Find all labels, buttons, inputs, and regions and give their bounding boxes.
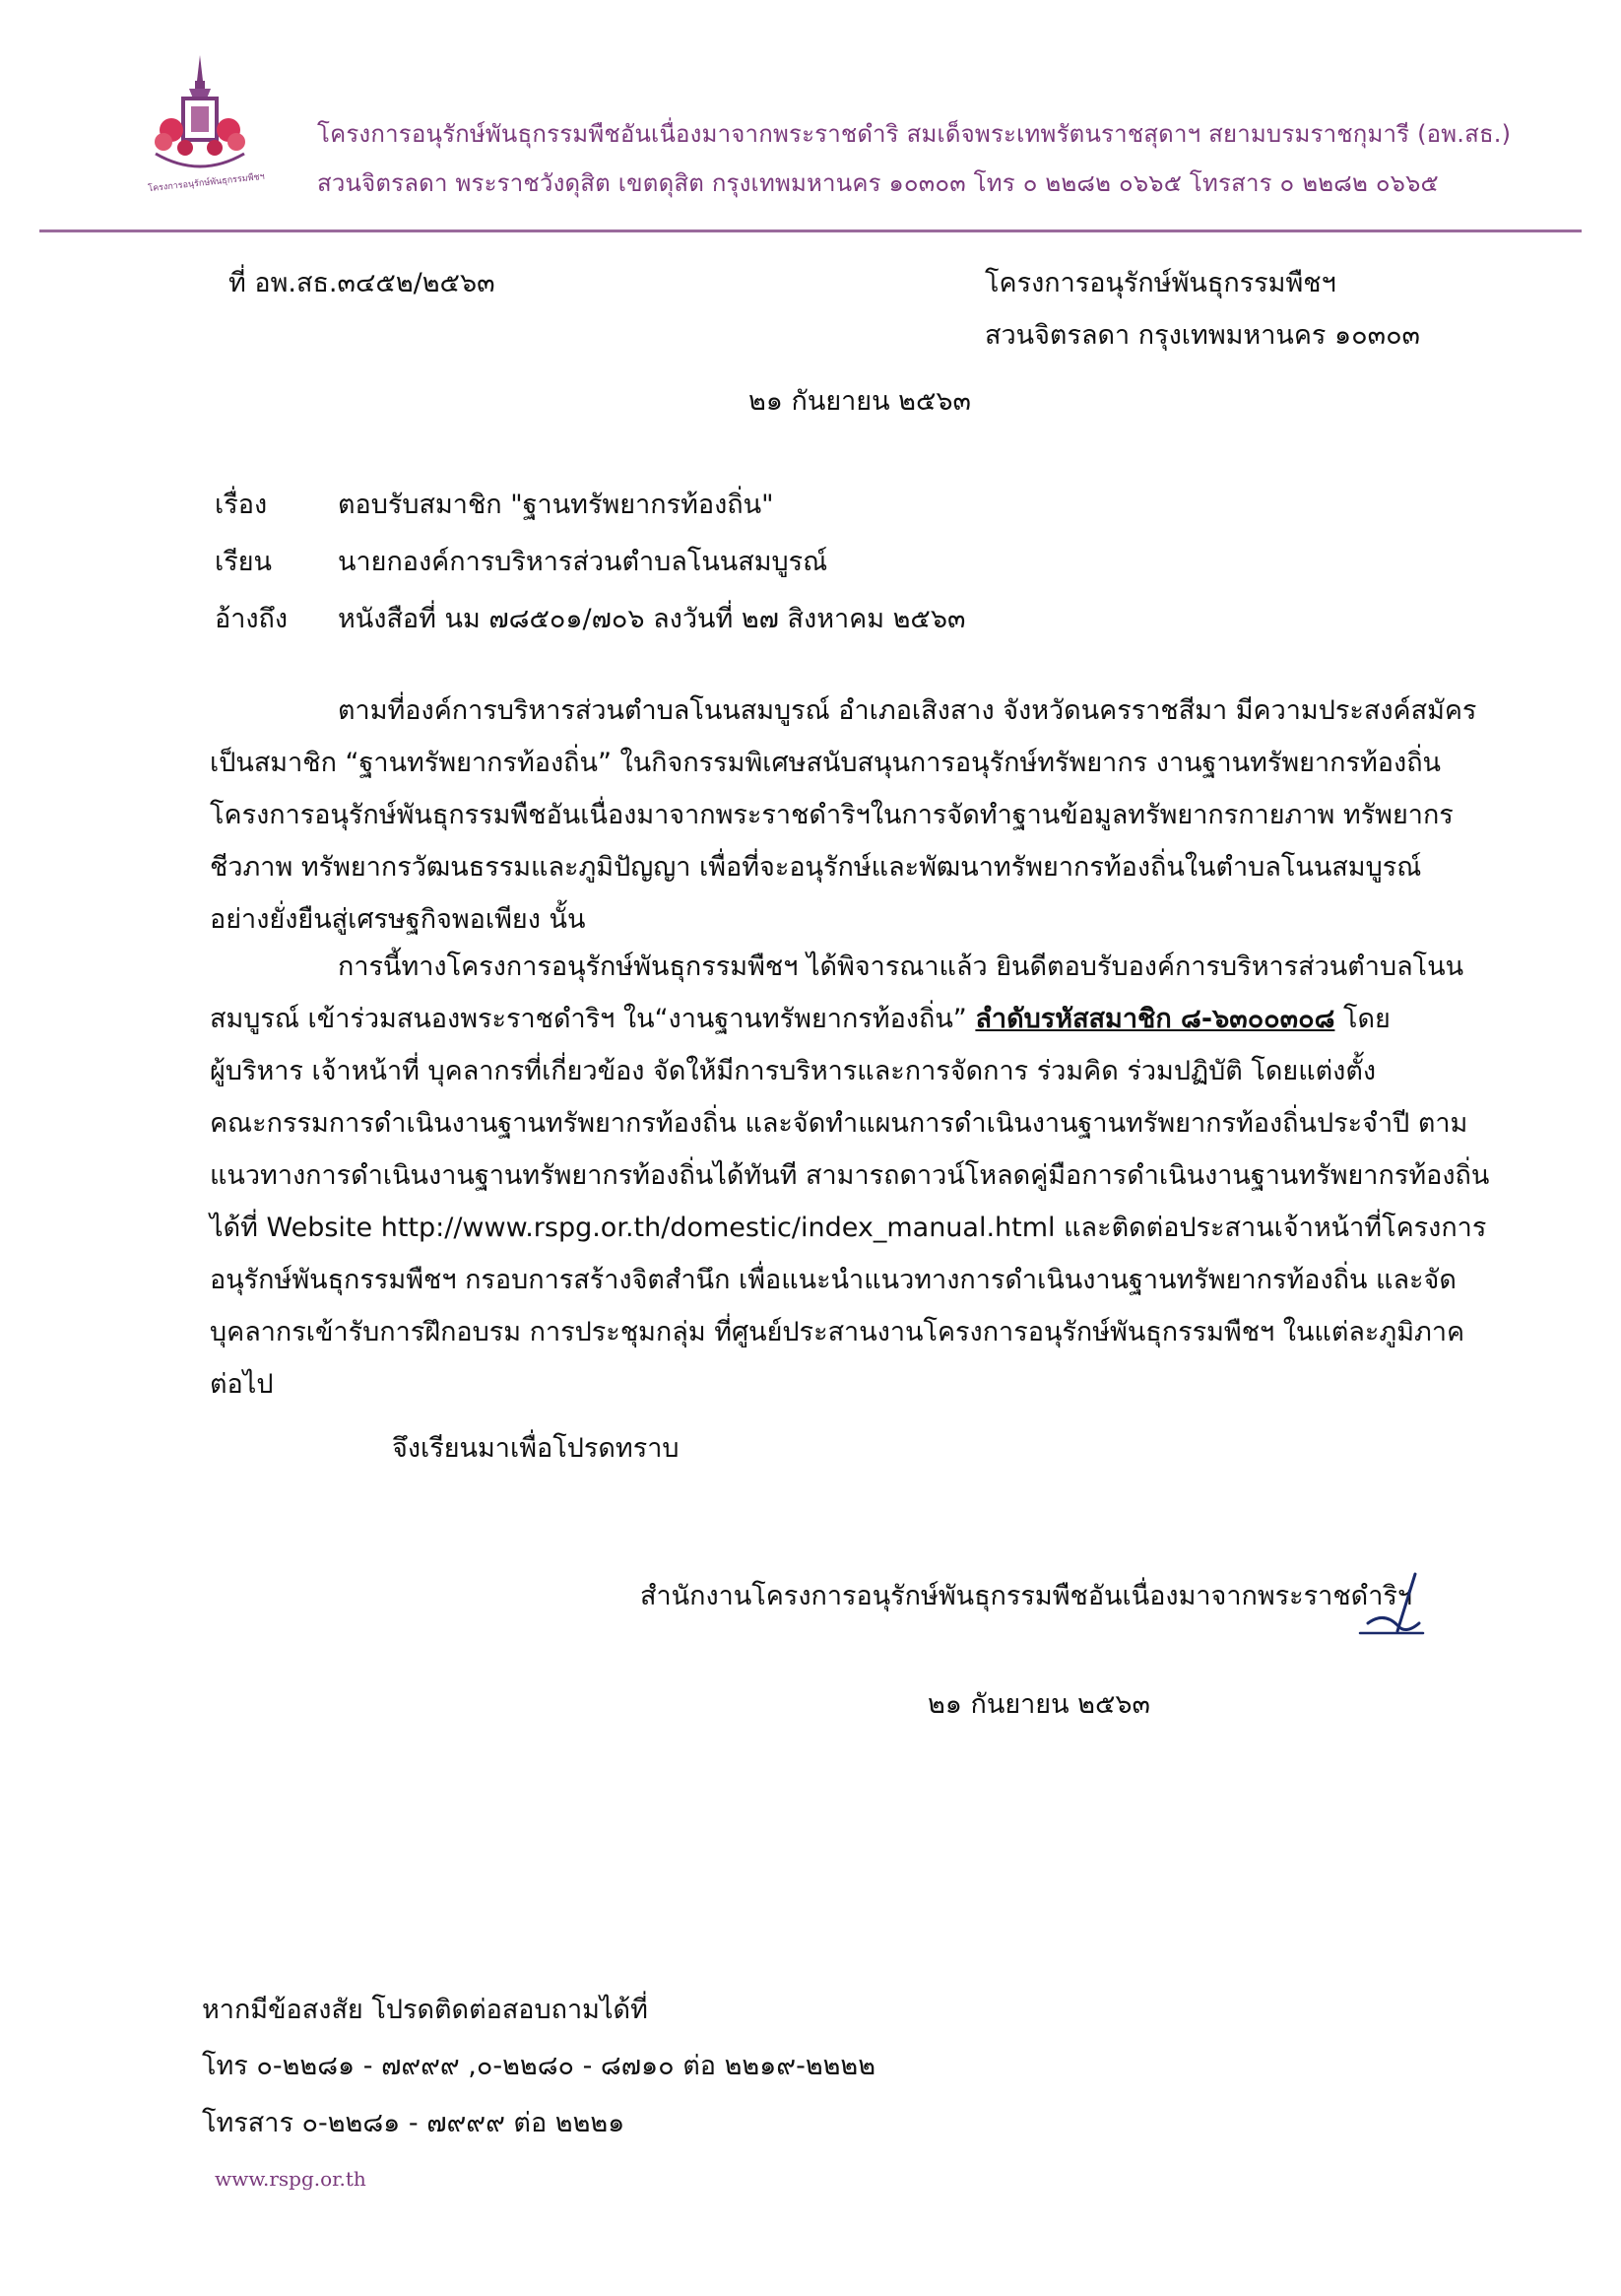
signatory-office: สำนักงานโครงการอนุรักษ์พันธุกรรมพืชอันเนื่องมาจากพระราชดำริฯ <box>640 1581 1413 1611</box>
emblem-caption: โครงการอนุรักษ์พันธุกรรมพืชฯ <box>147 171 266 195</box>
body-paragraph-1 <box>210 685 1500 946</box>
sender-line-1: โครงการอนุรักษ์พันธุกรรมพืชฯ <box>985 268 1336 298</box>
paragraph-1-line: อย่างยั่งยืนสู่เศรษฐกิจพอเพียง นั้น <box>210 904 586 935</box>
header-divider <box>39 230 1582 232</box>
letterhead-line-1: โครงการอนุรักษ์พันธุกรรมพืชอันเนื่องมาจากพระราชดำริ สมเด็จพระเทพรัตนราชสุดาฯ สยามบรมราชกุมารี (อพ.สธ.) <box>317 120 1512 148</box>
reference-number: ที่ อพ.สธ.๓๔๕๒/๒๕๖๓ <box>228 268 495 298</box>
contact-intro: หากมีข้อสงสัย โปรดติดต่อสอบถามได้ที่ <box>202 1995 648 2025</box>
signature-date: ๒๑ กันยายน ๒๕๖๓ <box>928 1689 1150 1720</box>
recipient-label: เรียน <box>215 547 273 577</box>
body-paragraph-2 <box>210 941 1500 1410</box>
contact-phone: โทร ๐-๒๒๘๑ - ๗๙๙๙ ,๐-๒๒๘๐ - ๘๗๑๐ ต่อ ๒๒๑๙-๒๒๒๒ <box>202 2051 876 2081</box>
paragraph-2-line: อนุรักษ์พันธุกรรมพืชฯ กรอบการสร้างจิตสำนึก เพื่อแนะนำแนวทางการดำเนินงานฐานทรัพยากรท้องถิ่น และจัด <box>210 1265 1457 1295</box>
rspg-emblem-logo <box>146 51 254 181</box>
paragraph-2-line-text: โดย <box>1343 1004 1391 1034</box>
letterhead-line-2: สวนจิตรลดา พระราชวังดุสิต เขตดุสิต กรุงเทพมหานคร ๑๐๓๐๓ โทร ๐ ๒๒๘๒ ๐๖๖๕ โทรสาร ๐ ๒๒๘๒ ๐๖๖๕ <box>317 169 1439 197</box>
reference-label: อ้างถึง <box>215 604 289 634</box>
paragraph-2-line: ต่อไป <box>210 1369 274 1400</box>
reference-value: หนังสือที่ นม ๗๘๕๐๑/๗๐๖ ลงวันที่ ๒๗ สิงหาคม ๒๕๖๓ <box>338 604 966 634</box>
contact-fax: โทรสาร ๐-๒๒๘๑ - ๗๙๙๙ ต่อ ๒๒๒๑ <box>202 2108 625 2138</box>
paragraph-2-line: ได้ที่ Website http://www.rspg.or.th/domestic/index_manual.html และติดต่อประสานเจ้าหน้าที่โครงการ <box>210 1213 1487 1243</box>
letter-date: ๒๑ กันยายน ๒๕๖๓ <box>748 386 971 417</box>
paragraph-1-line: ชีวภาพ ทรัพยากรวัฒนธรรมและภูมิปัญญา เพื่อที่จะอนุรักษ์และพัฒนาทรัพยากรท้องถิ่นในตำบลโนนสมบูรณ์ <box>210 852 1422 883</box>
membership-code: ลำดับรหัสสมาชิก ๘-๖๓๐๐๓๐๘ <box>975 1004 1335 1034</box>
closing-phrase: จึงเรียนมาเพื่อโปรดทราบ <box>392 1433 680 1464</box>
sender-line-2: สวนจิตรลดา กรุงเทพมหานคร ๑๐๓๐๓ <box>985 320 1421 351</box>
paragraph-2-line: แนวทางการดำเนินงานฐานทรัพยากรท้องถิ่นได้ทันที สามารถดาวน์โหลดคู่มือการดำเนินงานฐานทรัพยากรท้องถิ่น <box>210 1160 1490 1191</box>
subject-label: เรื่อง <box>215 490 268 520</box>
subject-value: ตอบรับสมาชิก "ฐานทรัพยากรท้องถิ่น" <box>338 490 774 520</box>
handwritten-signature <box>1354 1568 1433 1647</box>
paragraph-2-line: บุคลากรเข้ารับการฝึกอบรม การประชุมกลุ่ม ที่ศูนย์ประสานงานโครงการอนุรักษ์พันธุกรรมพืชฯ ในแต่ละภูมิภาค <box>210 1317 1465 1347</box>
paragraph-1-line: ตามที่องค์การบริหารส่วนตำบลโนนสมบูรณ์ อำเภอเสิงสาง จังหวัดนครราชสีมา มีความประสงค์สมัคร <box>338 695 1477 726</box>
paragraph-2-line: การนี้ทางโครงการอนุรักษ์พันธุกรรมพืชฯ ได้พิจารณาแล้ว ยินดีตอบรับองค์การบริหารส่วนตำบลโนน <box>338 951 1464 982</box>
paragraph-2-line: ผู้บริหาร เจ้าหน้าที่ บุคลากรที่เกี่ยวข้อง จัดให้มีการบริหารและการจัดการ ร่วมคิด ร่วมปฏิบัติ โดยแต่งตั้ง <box>210 1056 1377 1086</box>
paragraph-1-line: โครงการอนุรักษ์พันธุกรรมพืชอันเนื่องมาจากพระราชดำริฯในการจัดทำฐานข้อมูลทรัพยากรกายภาพ ทรัพยากร <box>210 800 1454 830</box>
website-link[interactable]: www.rspg.or.th <box>215 2167 366 2191</box>
paragraph-2-line-text: สมบูรณ์ เข้าร่วมสนองพระราชดำริฯ ใน“งานฐานทรัพยากรท้องถิ่น” <box>210 1004 967 1034</box>
paragraph-2-line: คณะกรรมการดำเนินงานฐานทรัพยากรท้องถิ่น และจัดทำแผนการดำเนินงานฐานทรัพยากรท้องถิ่นประจำปี ตาม <box>210 1108 1468 1139</box>
paragraph-2-membership-line <box>210 993 1500 1045</box>
recipient-value: นายกองค์การบริหารส่วนตำบลโนนสมบูรณ์ <box>338 547 828 577</box>
emblem-graphic <box>146 51 254 181</box>
paragraph-1-line: เป็นสมาชิก “ฐานทรัพยากรท้องถิ่น” ในกิจกรรมพิเศษสนับสนุนการอนุรักษ์ทรัพยากร งานฐานทรัพยากรท้องถิ่น <box>210 748 1442 778</box>
